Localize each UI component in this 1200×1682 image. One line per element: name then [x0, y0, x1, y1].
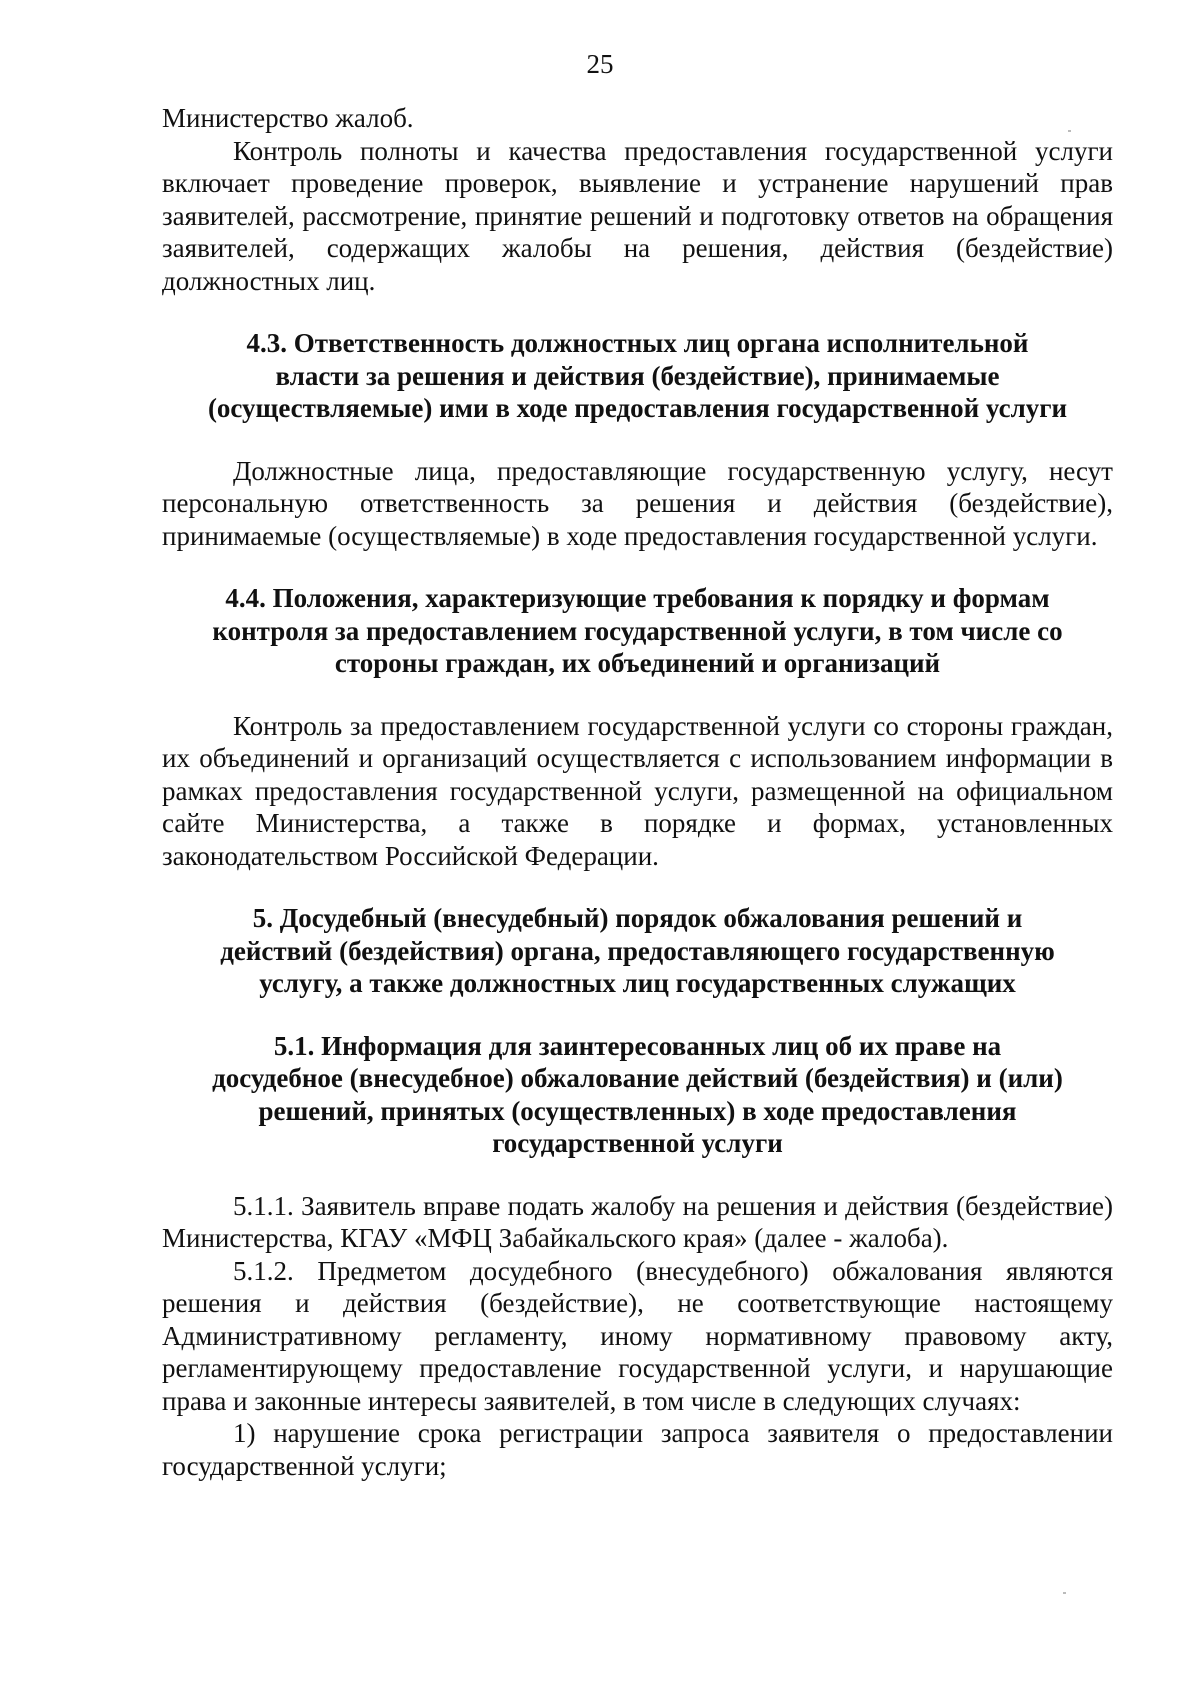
- page-number: 25: [586, 49, 614, 79]
- paragraph-officials-responsibility: Должностные лица, предоставляющие государственную услугу, несут персональную ответственность за решения и действия (бездействие), принимаемые (осуществляемые) в ходе предоставления государственной услуги.: [162, 455, 1113, 551]
- paragraph-control-completeness: Контроль полноты и качества предоставления государственной услуги включает проведение проверок, выявление и устранение нарушений прав заявителей, рассмотрение, принятие решений и подготовку ответов на обращения заявителей, содержащих жалобы на решения, действия (бездействие) должностных лиц.: [162, 135, 1113, 296]
- paragraph-5-1-1: 5.1.1. Заявитель вправе подать жалобу на решения и действия (бездействие) Министерства, КГАУ «МФЦ Забайкальского края» (далее - жалоба).: [162, 1190, 1113, 1253]
- heading-line: досудебное (внесудебное) обжалование действий (бездействия) и (или): [212, 1063, 1063, 1093]
- heading-line: услугу, а также должностных лиц государственных служащих: [259, 968, 1016, 998]
- heading-line: 4.3. Ответственность должностных лиц органа исполнительной: [246, 328, 1029, 358]
- heading-line: стороны граждан, их объединений и организаций: [334, 648, 941, 678]
- heading-section-5-1: [162, 1030, 1113, 1160]
- heading-line: государственной услуги: [492, 1128, 783, 1158]
- document-body: [162, 102, 1113, 1482]
- paragraph-list-item-1: 1) нарушение срока регистрации запроса заявителя о предоставлении государственной услуги;: [162, 1418, 1113, 1481]
- heading-line: 5.1. Информация для заинтересованных лиц об их праве на: [273, 1030, 1002, 1061]
- heading-line: (осуществляемые) ими в ходе предоставления государственной услуги: [207, 393, 1068, 423]
- paragraph-5-1-2: 5.1.2. Предметом досудебного (внесудебного) обжалования являются решения и действия (бездействие), не соответствующие настоящему Административному регламенту, иному нормативному правовому акту, регламентирующему предоставление государственной услуги, и нарушающие права и законные интересы заявителей, в том числе в следующих случаях:: [162, 1255, 1113, 1416]
- scan-speck: [1068, 130, 1071, 132]
- paragraph-citizen-control: Контроль за предоставлением государственной услуги со стороны граждан, их объединений и организаций осуществляется с использованием информации в рамках предоставления государственной услуги, размещенной на официальном сайте Министерства, а также в порядке и формах, установленных законодательством Российской Федерации.: [162, 710, 1113, 871]
- scan-speck: [1063, 1592, 1066, 1594]
- paragraph-ministry-complaints: Министерство жалоб.: [162, 103, 414, 133]
- heading-line: действий (бездействия) органа, предоставляющего государственную: [220, 935, 1055, 966]
- heading-line: власти за решения и действия (бездействие), принимаемые: [275, 360, 1000, 391]
- heading-section-5: [162, 902, 1113, 1000]
- heading-line: 4.4. Положения, характеризующие требования к порядку и формам: [225, 583, 1050, 613]
- heading-section-4-4: [162, 582, 1113, 680]
- heading-line: решений, принятых (осуществленных) в ходе предоставления: [258, 1095, 1017, 1126]
- heading-line: 5. Досудебный (внесудебный) порядок обжалования решений и: [252, 903, 1023, 933]
- heading-section-4-3: [162, 327, 1113, 425]
- heading-line: контроля за предоставлением государственной услуги, в том числе со: [212, 615, 1063, 646]
